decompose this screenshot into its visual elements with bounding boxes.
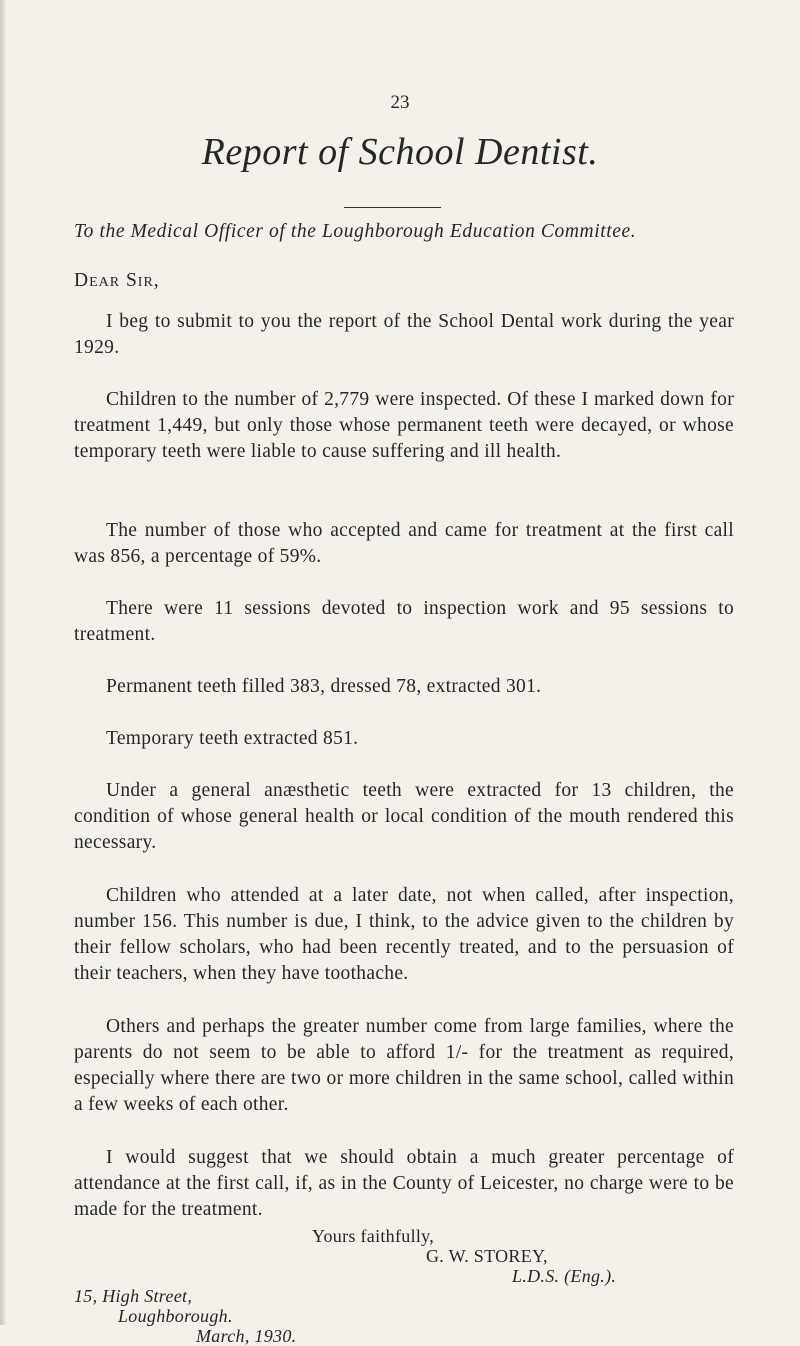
paragraph-suggestion: I would suggest that we should obtain a much greater percentage of attendance at the first call, if, as in the County of Leicester, no charge were to be made for the treatment. [74,1147,734,1220]
paragraph-later-attendance: Children who attended at a later date, not when called, after inspection, number 156. This number is due, I think, to the advice given to the children by their fellow scholars, who had been recently treated, and to the persuasion of their teachers, when they have toothache. [74,885,734,984]
paragraph-temporary-teeth: Temporary teeth extracted 851. [106,728,359,749]
paragraph-permanent-teeth: Permanent teeth filled 383, dressed 78, extracted 301. [106,676,542,697]
paragraph-anaesthetic: Under a general anæsthetic teeth were extracted for 13 children, the condition of whose general health or local condition of the mouth rendered this necessary. [74,780,734,853]
title-divider [344,207,441,208]
signatory-name: G. W. STOREY, [426,1246,548,1266]
salutation: Dear Sir, [74,270,160,291]
paragraph-large-families: Others and perhaps the greater number come from large families, where the parents do not seem to be able to afford 1/- for the treatment as required, especially where there are two or more children in the same school, called within a few weeks of each other. [74,1016,734,1115]
address-street: 15, High Street, [74,1286,193,1306]
letter-date: March, 1930. [196,1326,297,1346]
signatory-qualification: L.D.S. (Eng.). [512,1266,617,1286]
page-title: Report of School Dentist. [201,131,599,173]
page-number: 23 [390,92,410,113]
addressee-line: To the Medical Officer of the Loughborough Education Committee. [74,221,637,242]
paragraph-inspected: Children to the number of 2,779 were inspected. Of these I marked down for treatment 1,449, but only those whose permanent teeth were decayed, or whose temporary teeth were liable to cause suffering and ill health. [74,389,734,462]
closing: Yours faithfully, [312,1226,435,1246]
paragraph-intro: I beg to submit to you the report of the School Dental work during the year 1929. [74,311,734,358]
address-town: Loughborough. [118,1306,233,1326]
paragraph-sessions: There were 11 sessions devoted to inspection work and 95 sessions to treatment. [74,598,734,645]
paragraph-first-call: The number of those who accepted and came for treatment at the first call was 856, a percentage of 59%. [74,520,734,567]
